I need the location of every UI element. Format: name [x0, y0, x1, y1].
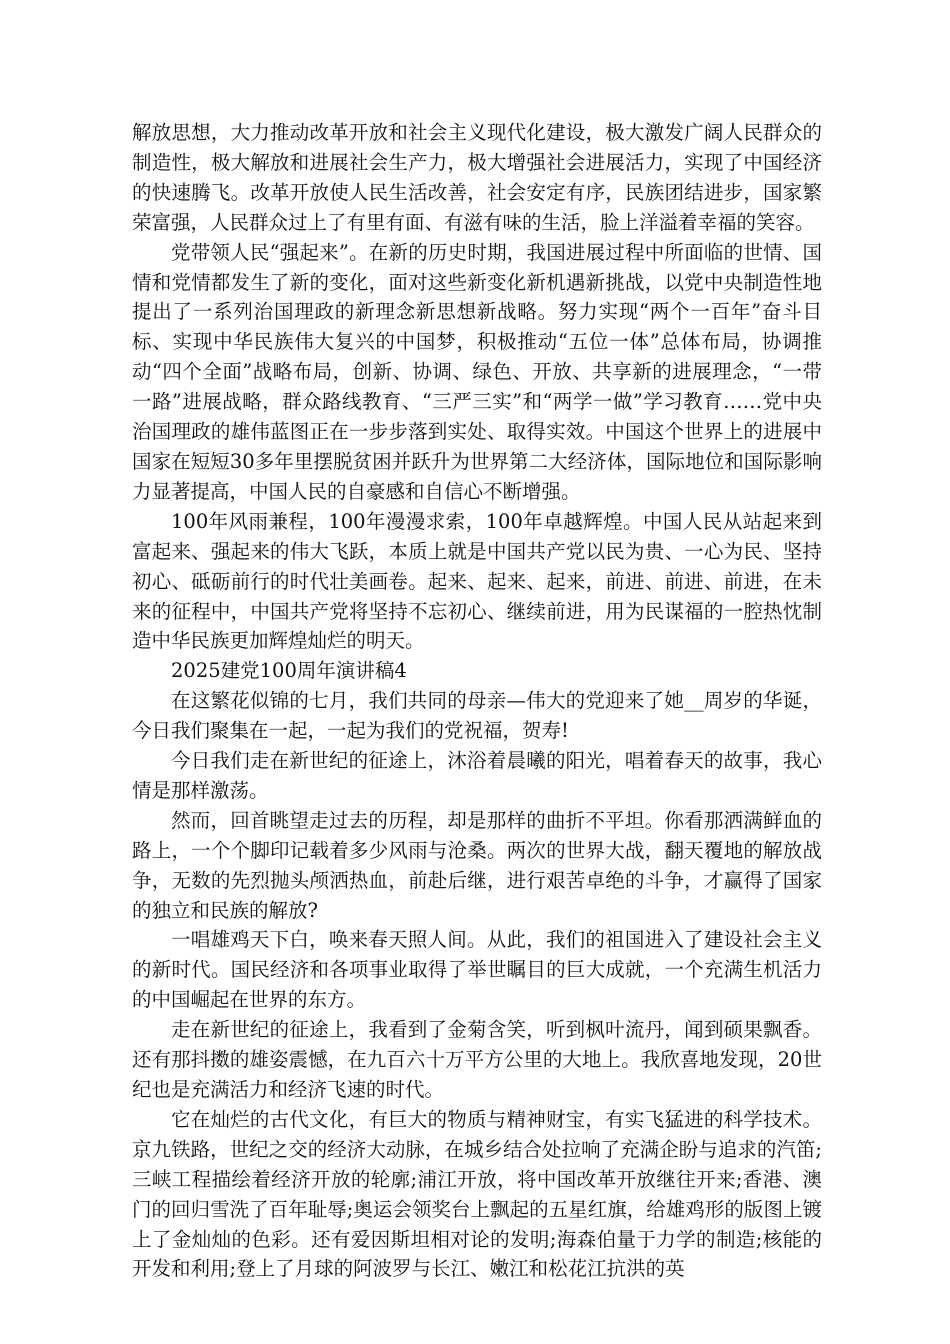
paragraph-3: 100年风雨兼程，100年漫漫求索，100年卓越辉煌。中国人民从站起来到富起来、强起来的伟大飞跃，本质上就是中国共产党以民为贵、一心为民、坚持初心、砥砺前行的时代壮美画卷。起来、起来、起来，前进、前进、前进，在未来的征程中，中国共产党将坚持不忘初心、继续前进，用为民谋福的一腔热忱制造中华民族更加辉煌灿烂的明天。	[132, 509, 822, 653]
paragraph-1: 解放思想，大力推动改革开放和社会主义现代化建设，极大激发广阔人民群众的制造性，极大解放和进展社会生产力，极大增强社会进展活力，实现了中国经济的快速腾飞。改革开放使人民生活改善，社会安定有序，民族团结进步，国家繁荣富强，人民群众过上了有里有面、有滋有味的生活，脸上洋溢着幸福的笑容。	[132, 121, 822, 234]
paragraph-7: 一唱雄鸡天下白，唤来春天照人间。从此，我们的祖国进入了建设社会主义的新时代。国民经济和各项事业取得了举世瞩目的巨大成就，一个充满生机活力的中国崛起在世界的东方。	[132, 928, 822, 1012]
section-heading: 2025建党100周年演讲稿4	[171, 659, 407, 683]
paragraph-6: 然而，回首眺望走过去的历程，却是那样的曲折不平坦。你看那洒满鲜血的路上，一个个脚印记载着多少风雨与沧桑。两次的世界大战，翻天覆地的解放战争，无数的先烈抛头颅洒热血，前赴后继，进行艰苦卓绝的斗争，才赢得了国家的独立和民族的解放?	[132, 808, 822, 922]
paragraph-8: 走在新世纪的征途上，我看到了金菊含笑，听到枫叶流丹，闻到硕果飘香。还有那抖擞的雄姿震憾，在九百六十万平方公里的大地上。我欣喜地发现，20世纪也是充满活力和经济飞速的时代。	[132, 1018, 822, 1101]
paragraph-5: 今日我们走在新世纪的征途上，沐浴着晨曦的阳光，唱着春天的故事，我心情是那样激荡。	[132, 749, 822, 802]
document-body	[132, 118, 822, 1284]
paragraph-4: 在这繁花似锦的七月，我们共同的母亲—伟大的党迎来了她__周岁的华诞，今日我们聚集在一起，一起为我们的党祝福，贺寿!	[132, 689, 822, 743]
paragraph-2: 党带领人民“强起来”。在新的历史时期，我国进展过程中所面临的世情、国情和党情都发生了新的变化，面对这些新变化新机遇新挑战，以党中央制造性地提出了一系列治国理政的新理念新思想新战略。努力实现“两个一百年”奋斗目标、实现中华民族伟大复兴的中国梦，积极推动“五位一体”总体布局，协调推动“四个全面”战略布局，创新、协调、绿色、开放、共享新的进展理念，“一带一路”进展战略，群众路线教育、“三严三实”和“两学一做”学习教育……党中央治国理政的雄伟蓝图正在一步步落到实处、取得实效。中国这个世界上的进展中国家在短短30多年里摆脱贫困并跃升为世界第二大经济体，国际地位和国际影响力显著提高，中国人民的自豪感和自信心不断增强。	[132, 240, 822, 503]
paragraph-9: 它在灿烂的古代文化，有巨大的物质与精神财宝，有实飞猛进的科学技术。京九铁路，世纪之交的经济大动脉，在城乡结合处拉响了充满企盼与追求的汽笛;三峡工程描绘着经济开放的轮廓;浦江开放，将中国改革开放继往开来;香港、澳门的回归雪洗了百年耻辱;奥运会领奖台上飘起的五星红旗，给雄鸡形的版图上镀上了金灿灿的色彩。还有爱因斯坦相对论的发明;海森伯量于力学的制造;核能的开发和利用;登上了月球的阿波罗与长江、嫩江和松花江抗洪的英	[132, 1107, 822, 1281]
